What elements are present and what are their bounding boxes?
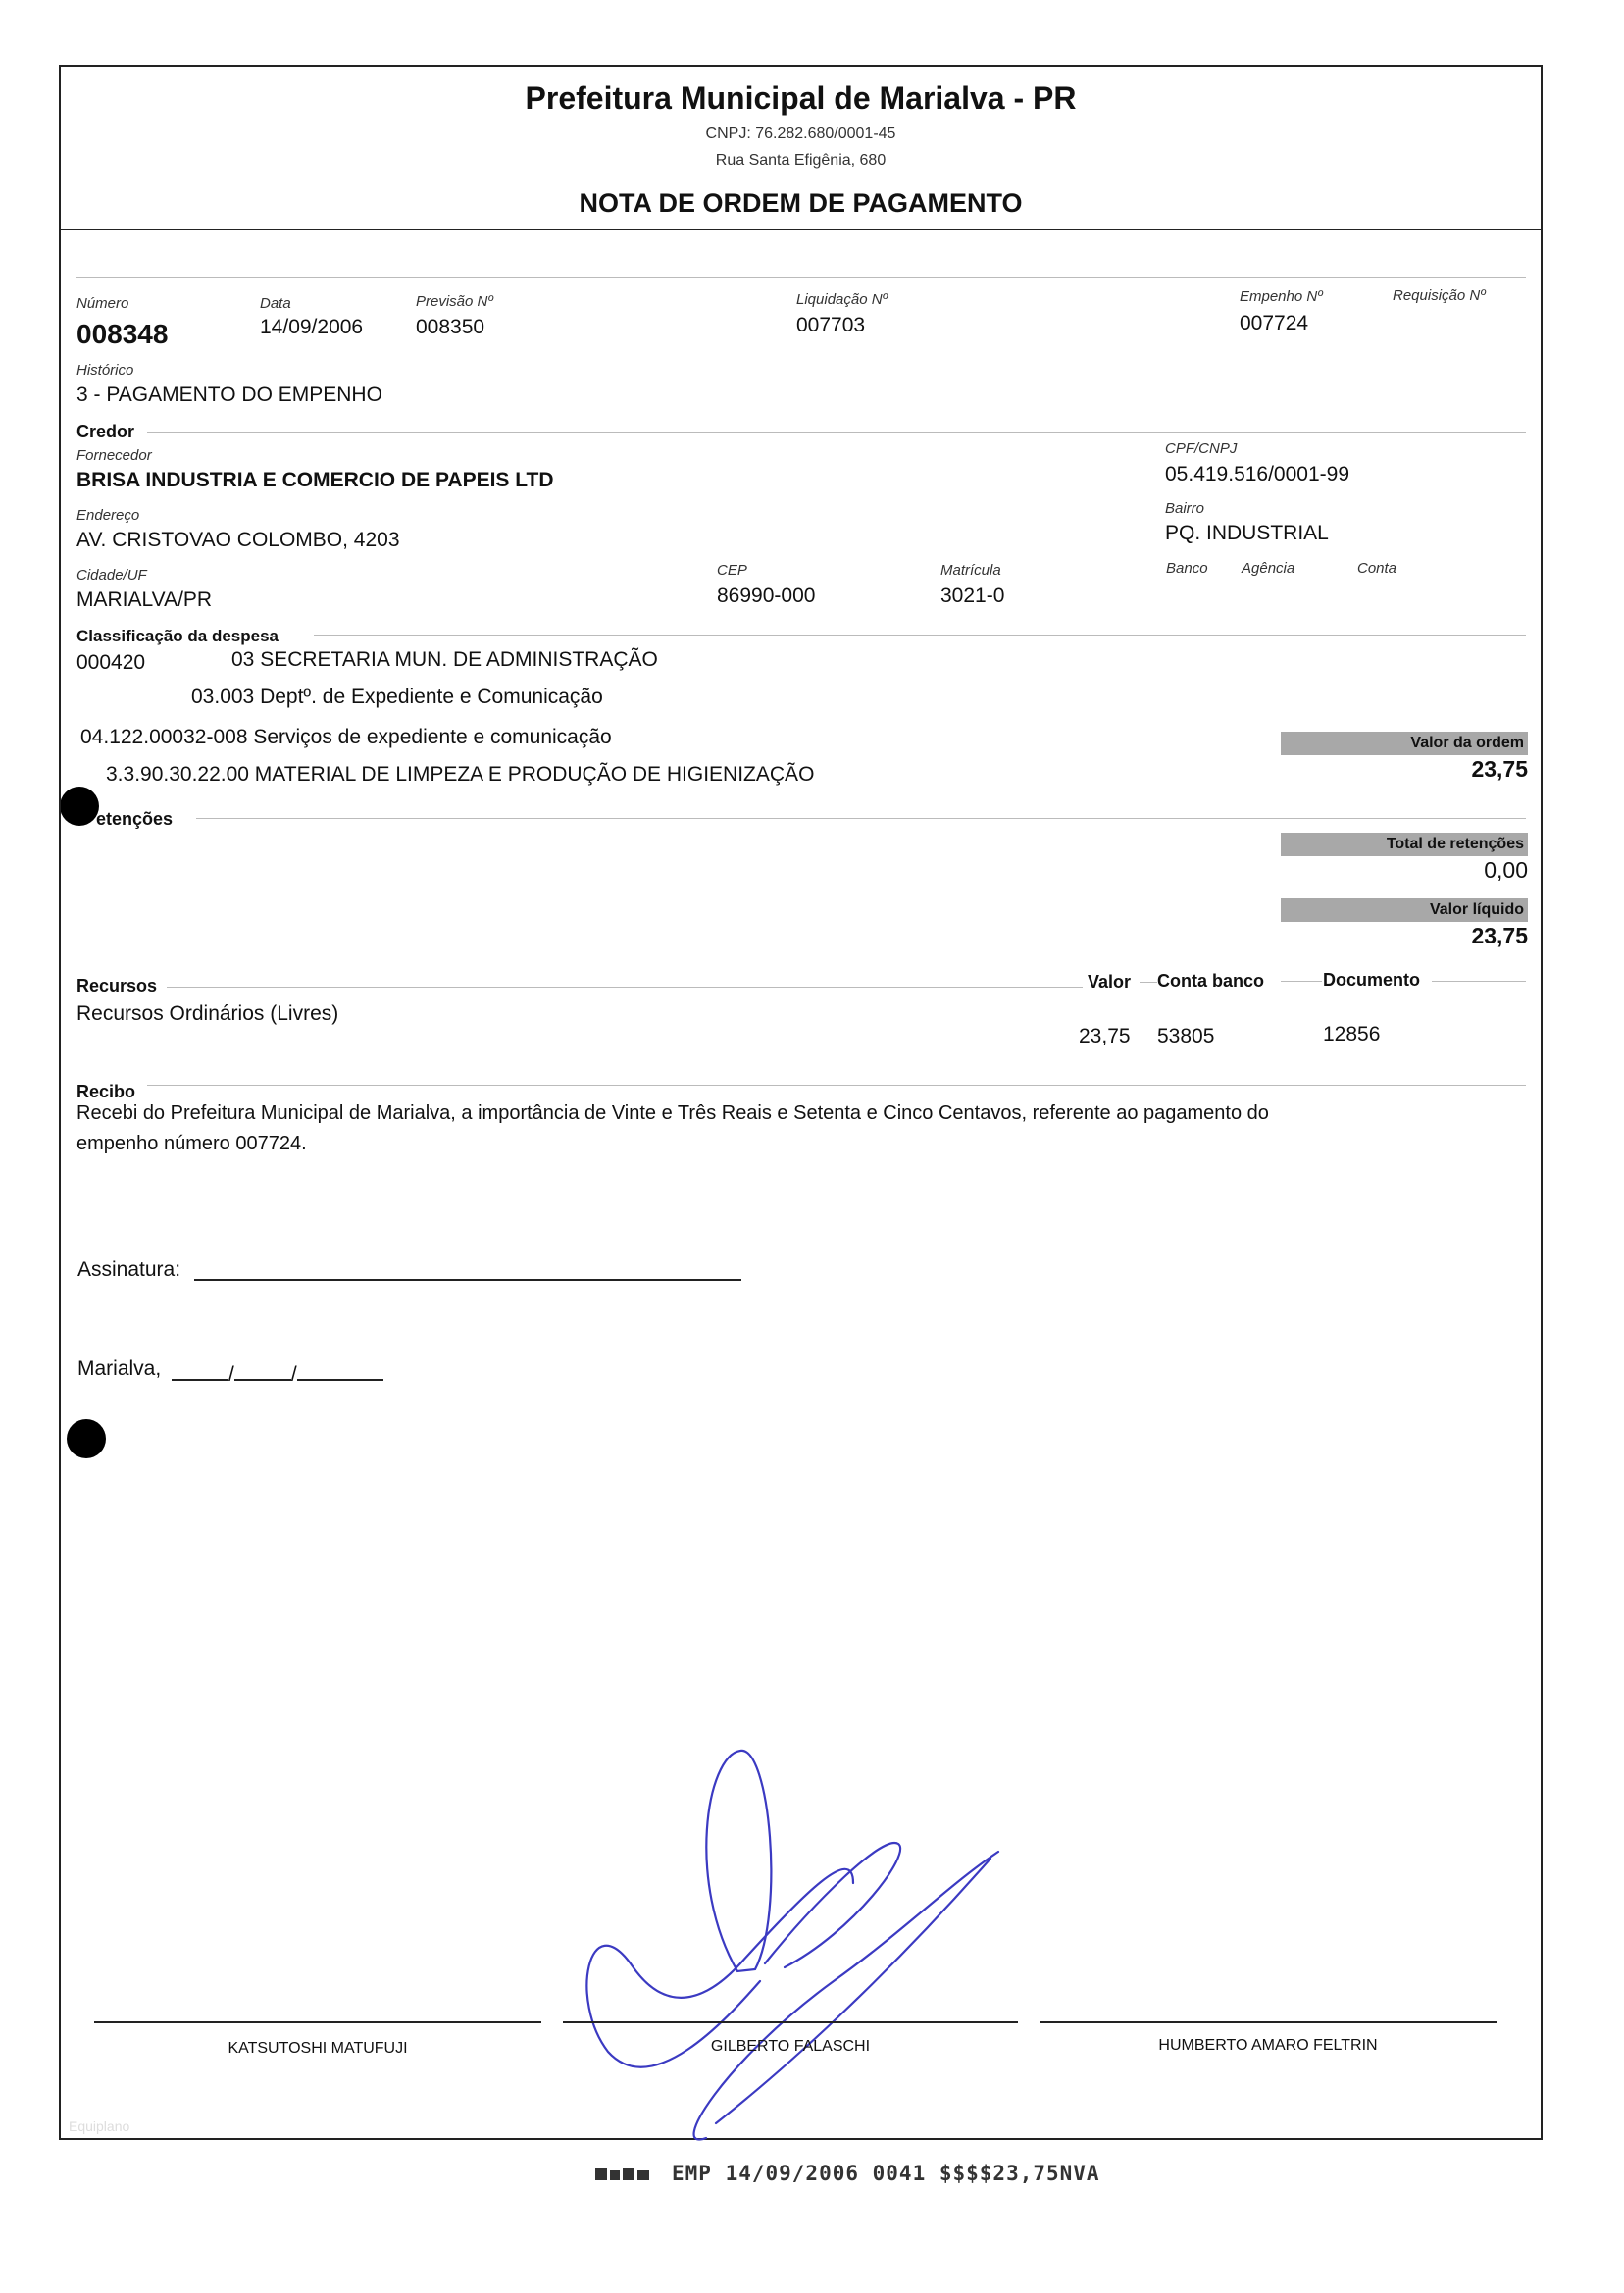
- document-title: NOTA DE ORDEM DE PAGAMENTO: [579, 188, 1023, 218]
- matricula-value: 3021-0: [940, 585, 1005, 607]
- cidade-label: Cidade/UF: [76, 567, 147, 584]
- data-value: 14/09/2006: [260, 316, 364, 338]
- recibo-text-line-1: Recebi do Prefeitura Municipal de Marialva, a importância de Vinte e Três Reais e Setenta e Cinco Centavos, referente ao pagamento do: [76, 1102, 1269, 1124]
- cep-label: CEP: [717, 562, 747, 579]
- cep-value: 86990-000: [717, 585, 816, 607]
- previsao-label: Previsão Nº: [416, 293, 493, 310]
- header-separator: [59, 229, 1543, 230]
- handwritten-signature: [559, 1736, 1020, 2148]
- valor-ordem-label: Valor da ordem: [1281, 732, 1528, 755]
- matricula-label: Matrícula: [940, 562, 1001, 579]
- endereco-value: AV. CRISTOVAO COLOMBO, 4203: [76, 529, 400, 551]
- local-data-label: Marialva,: [77, 1357, 162, 1380]
- recibo-section: Recibo: [76, 1082, 136, 1101]
- signatory-3: HUMBERTO AMARO FELTRIN: [1158, 2037, 1378, 2054]
- credor-section: Credor: [76, 422, 135, 441]
- recursos-documento: 12856: [1323, 1023, 1381, 1045]
- classificacao-line-3: 04.122.00032-008 Serviços de expediente e comunicação: [80, 726, 612, 748]
- signature-line-2: [563, 2021, 1018, 2023]
- classificacao-line-2: 03.003 Deptº. de Expediente e Comunicação: [191, 686, 603, 708]
- historico-label: Histórico: [76, 362, 134, 379]
- cpf-value: 05.419.516/0001-99: [1165, 463, 1350, 485]
- valor-liquido-label: Valor líquido: [1281, 898, 1528, 922]
- signature-line-3: [1040, 2021, 1497, 2023]
- recursos-conta: 53805: [1157, 1025, 1215, 1047]
- address-line: Rua Santa Efigênia, 680: [715, 152, 887, 169]
- recursos-section: Recursos: [76, 976, 158, 995]
- recursos-conta-label: Conta banco: [1157, 971, 1265, 991]
- recursos-item: Recursos Ordinários (Livres): [76, 1002, 339, 1025]
- fornecedor-label: Fornecedor: [76, 447, 152, 464]
- divider: [1432, 981, 1526, 982]
- divider: [167, 987, 1083, 988]
- numero-label: Número: [76, 295, 129, 312]
- previsao-value: 008350: [416, 316, 485, 338]
- signature-line-1: [94, 2021, 541, 2023]
- date-blank: / /: [172, 1357, 383, 1387]
- total-retencoes-value: 0,00: [1484, 857, 1528, 883]
- requisicao-label: Requisição Nº: [1393, 287, 1486, 304]
- cnpj-line: CNPJ: 76.282.680/0001-45: [705, 126, 896, 142]
- valor-ordem-value: 23,75: [1471, 756, 1528, 782]
- total-retencoes-label: Total de retenções: [1281, 833, 1528, 856]
- signatory-2: GILBERTO FALASCHI: [710, 2038, 871, 2055]
- divider: [76, 277, 1526, 278]
- page-title: Prefeitura Municipal de Marialva - PR: [525, 80, 1077, 116]
- divider: [314, 635, 1526, 636]
- historico-value: 3 - PAGAMENTO DO EMPENHO: [76, 383, 382, 406]
- agencia-label: Agência: [1242, 560, 1295, 577]
- conta-label: Conta: [1357, 560, 1397, 577]
- classificacao-line-1: 03 SECRETARIA MUN. DE ADMINISTRAÇÃO: [231, 648, 658, 671]
- bank-logo: [595, 2166, 649, 2183]
- data-label: Data: [260, 295, 291, 312]
- bairro-label: Bairro: [1165, 500, 1205, 517]
- numero-value: 008348: [76, 319, 169, 349]
- signatory-1: KATSUTOSHI MATUFUJI: [228, 2040, 408, 2057]
- software-watermark: Equiplano: [69, 2118, 130, 2134]
- fornecedor-value: BRISA INDUSTRIA E COMERCIO DE PAPEIS LTD: [76, 469, 554, 491]
- recursos-valor-label: Valor: [1088, 972, 1132, 992]
- endereco-label: Endereço: [76, 507, 140, 524]
- bairro-value: PQ. INDUSTRIAL: [1165, 522, 1329, 544]
- divider: [1140, 982, 1157, 983]
- empenho-value: 007724: [1240, 312, 1309, 334]
- classificacao-line-4: 3.3.90.30.22.00 MATERIAL DE LIMPEZA E PRODUÇÃO DE HIGIENIZAÇÃO: [106, 763, 815, 786]
- liquidacao-label: Liquidação Nº: [796, 291, 888, 308]
- recursos-valor: 23,75: [1079, 1025, 1131, 1047]
- divider: [147, 1085, 1526, 1086]
- empenho-label: Empenho Nº: [1240, 288, 1323, 305]
- valor-liquido-value: 23,75: [1471, 923, 1528, 948]
- banco-label: Banco: [1166, 560, 1208, 577]
- retencoes-section: etenções: [96, 809, 174, 829]
- divider: [1281, 981, 1322, 982]
- assinatura-line: [194, 1279, 741, 1281]
- classificacao-code: 000420: [76, 651, 146, 674]
- recursos-documento-label: Documento: [1323, 970, 1420, 990]
- cpf-label: CPF/CNPJ: [1165, 440, 1238, 457]
- assinatura-label: Assinatura:: [77, 1258, 181, 1281]
- classificacao-section: Classificação da despesa: [76, 627, 279, 645]
- liquidacao-value: 007703: [796, 314, 866, 336]
- recibo-text-line-2: empenho número 007724.: [76, 1133, 307, 1154]
- divider: [196, 818, 1526, 819]
- bank-authentication: EMP 14/09/2006 0041 $$$$23,75NVA: [672, 2162, 1100, 2185]
- cidade-value: MARIALVA/PR: [76, 588, 213, 611]
- divider: [147, 432, 1526, 433]
